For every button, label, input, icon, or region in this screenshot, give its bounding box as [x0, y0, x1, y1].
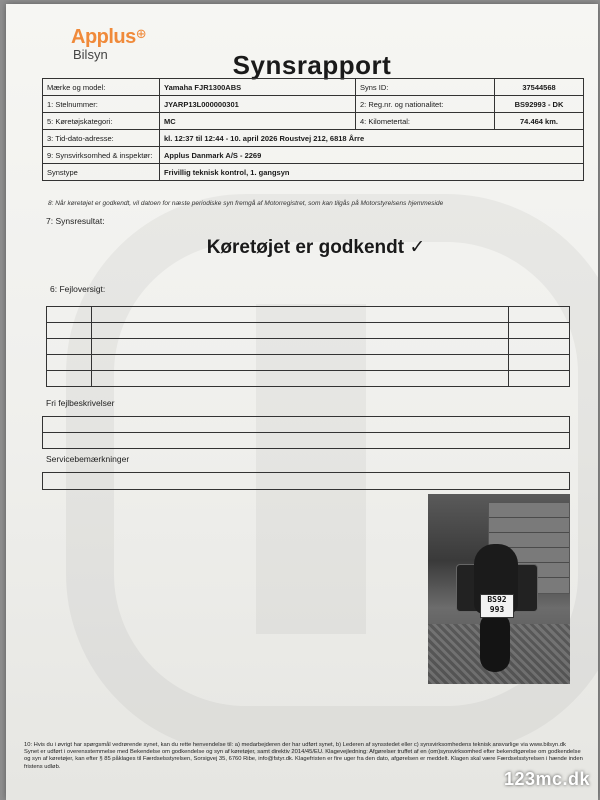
table-cell [47, 355, 92, 371]
plate-line-2: 993 [489, 605, 505, 614]
info-row [43, 79, 584, 96]
table-cell [47, 307, 92, 323]
table-cell [509, 371, 570, 387]
inspection-type-label: Synstype [43, 164, 160, 181]
table-cell [92, 323, 509, 339]
make-model-value: Yamaha FJR1300ABS [160, 79, 356, 96]
km-label: 4: Kilometertal: [356, 113, 495, 130]
category-value: MC [160, 113, 356, 130]
km-value: 74.464 km. [495, 113, 584, 130]
footer-text [24, 742, 584, 771]
table-cell [43, 417, 570, 433]
table-cell [509, 355, 570, 371]
service-remarks-label: Servicebemærkninger [46, 454, 130, 464]
category-label: 5: Køretøjskategori: [43, 113, 160, 130]
license-plate [480, 594, 514, 618]
table-row [47, 339, 570, 355]
rear-wheel [480, 612, 510, 672]
info-row [43, 147, 584, 164]
fault-overview-table [46, 306, 570, 387]
table-row [47, 371, 570, 387]
motorcycle-shape [456, 534, 536, 674]
fault-overview-label: 6: Fejloversigt: [50, 284, 106, 294]
info-row [43, 130, 584, 147]
info-row [43, 113, 584, 130]
make-model-label: Mærke og model: [43, 79, 160, 96]
periodic-inspection-note: 8: Når køretøjet er godkendt, vil datoen for næste periodiske syn fremgå af Motorregistret, som kan tilgås på Motorstyrelsens hjemmeside [48, 200, 444, 207]
free-fault-table [42, 416, 570, 449]
table-cell [509, 323, 570, 339]
logo-subtitle: Bilsyn [73, 47, 108, 62]
inspector-label: 9: Synsvirksomhed & inspektør: [43, 147, 160, 164]
logo-plus-icon: ⊕ [135, 26, 147, 41]
reg-label: 2: Reg.nr. og nationalitet: [356, 96, 495, 113]
table-cell [92, 307, 509, 323]
stel-label: 1: Stelnummer: [43, 96, 160, 113]
table-row [47, 355, 570, 371]
table-row [47, 307, 570, 323]
result-label: 7: Synsresultat: [46, 216, 105, 226]
table-cell [92, 339, 509, 355]
result-text: Køretøjet er godkendt ✓ [206, 237, 426, 258]
table-cell [47, 323, 92, 339]
table-cell [43, 433, 570, 449]
time-date-value: kl. 12:37 til 12:44 - 10. april 2026 Roustvej 212, 6818 Årre [160, 130, 584, 147]
footer-line-1: 10: Hvis du i øvrigt har spørgsmål vedrørende synet, kan du rette henvendelse til: a) medarbejderen der har udført synet, b) Lederen af synsstedet eller c) synsvirksomhedens teknisk ansvarlige via www.bilsyn.dk [24, 742, 566, 748]
vehicle-photo [428, 494, 570, 684]
info-row [43, 164, 584, 181]
reg-value: BS92993 - DK [495, 96, 584, 113]
table-cell [509, 307, 570, 323]
table-cell [47, 339, 92, 355]
report-page [6, 4, 598, 800]
plate-line-1: BS92 [487, 595, 507, 604]
table-cell [92, 355, 509, 371]
inspector-value: Applus Danmark A/S - 2269 [160, 147, 584, 164]
info-row [43, 96, 584, 113]
time-date-label: 3: Tid-dato-adresse: [43, 130, 160, 147]
vehicle-info-table [42, 78, 584, 181]
syns-id-value: 37544568 [495, 79, 584, 96]
stel-value: JYARP13L000000301 [160, 96, 356, 113]
table-cell [92, 371, 509, 387]
table-row [43, 433, 570, 449]
table-cell [47, 371, 92, 387]
footer-line-2: Synet er udført i overensstemmelse med Bekendelse om godkendelse og syn af køretøjer, samt direktiv 2014/45/EU. Klagevejledning: Afgørelser truffet af en (om)synsvirksomhed efter bekendtgørelse om godkendelse og syn af køretøjer, kan efter § 85 påklages til Færdselsstyrelsen, Sorsigvej 35, 6760 Ribe, info@fstyr.dk. Klagefristen er fire uger fra den dato, afgørelsen er meddelt. Klagen skal være Færdselsstyrelsen i hænde inden fristens udløb. [24, 749, 583, 770]
table-row [43, 417, 570, 433]
syns-id-label: Syns ID: [356, 79, 495, 96]
table-cell [509, 339, 570, 355]
page-title: Synsrapport [232, 50, 392, 80]
table-row [47, 323, 570, 339]
site-watermark: 123mc.dk [503, 769, 590, 789]
inspection-type-value: Frivillig teknisk kontrol, 1. gangsyn [160, 164, 584, 181]
free-fault-label: Fri fejlbeskrivelser [46, 398, 115, 408]
logo-name: Applus [71, 26, 136, 48]
service-remarks-box [42, 472, 570, 490]
